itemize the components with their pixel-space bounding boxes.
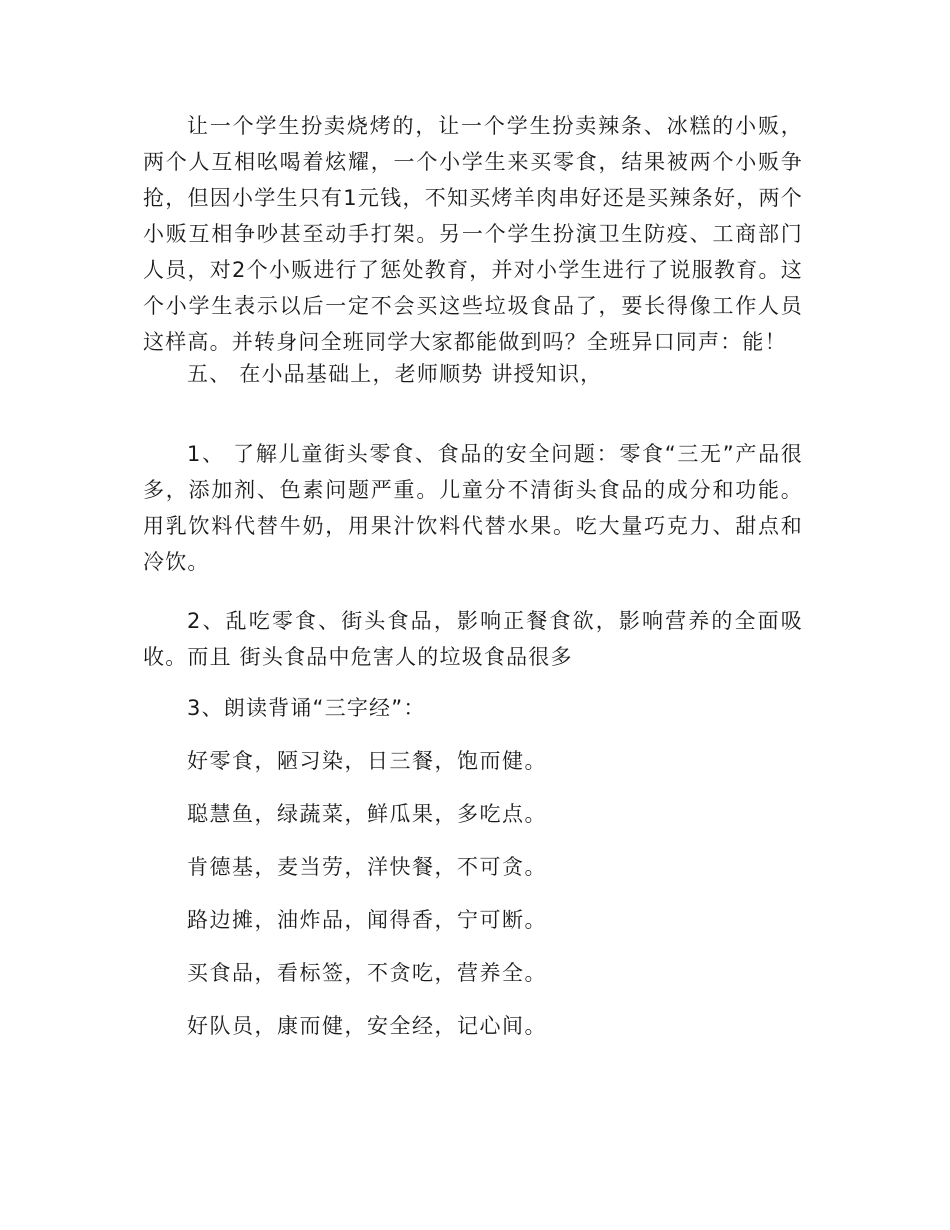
verse-line: 好零食，陋习染，日三餐，饱而健。 (187, 749, 547, 773)
verse-line: 肯德基，麦当劳，洋快餐，不可贪。 (187, 855, 547, 879)
point-3-heading: 3、朗读背诵“三字经”： (187, 696, 426, 720)
point-2-paragraph: 2、乱吃零食、街头食品，影响正餐食欲，影响营养的全面吸收。而且 街头食品中危害人的垃圾食品很多 (143, 609, 803, 669)
verse-line: 好队员，康而健，安全经，记心间。 (187, 1014, 547, 1038)
point-1-paragraph: 1、 了解儿童街头零食、食品的安全问题：零食“三无”产品很多，添加剂、色素问题严重。儿童分不清街头食品的成分和功能。用乳饮料代替牛奶，用果汁饮料代替水果。吃大量巧克力、甜点和冷饮。 (143, 442, 803, 574)
verse-line: 聪慧鱼，绿蔬菜，鲜瓜果，多吃点。 (187, 802, 547, 826)
paragraph-skit-description: 让一个学生扮卖烧烤的，让一个学生扮卖辣条、冰糕的小贩，两个人互相吆喝着炫耀，一个小学生来买零食，结果被两个小贩争抢，但因小学生只有1元钱，不知买烤羊肉串好还是买辣条好，两个小贩互相争吵甚至动手打架。另一个学生扮演卫生防疫、工商部门人员，对2个小贩进行了惩处教育，并对小学生进行了说服教育。这个小学生表示以后一定不会买这些垃圾食品了，要长得像工作人员这样高。并转身问全班同学大家都能做到吗？全班异口同声：能！ (143, 114, 803, 354)
verse-line: 路边摊，油炸品，闻得香，宁可断。 (187, 908, 547, 932)
section-five-heading: 五、 在小品基础上，老师顺势 讲授知识， (187, 362, 603, 386)
verse-line: 买食品，看标签，不贪吃，营养全。 (187, 961, 547, 985)
